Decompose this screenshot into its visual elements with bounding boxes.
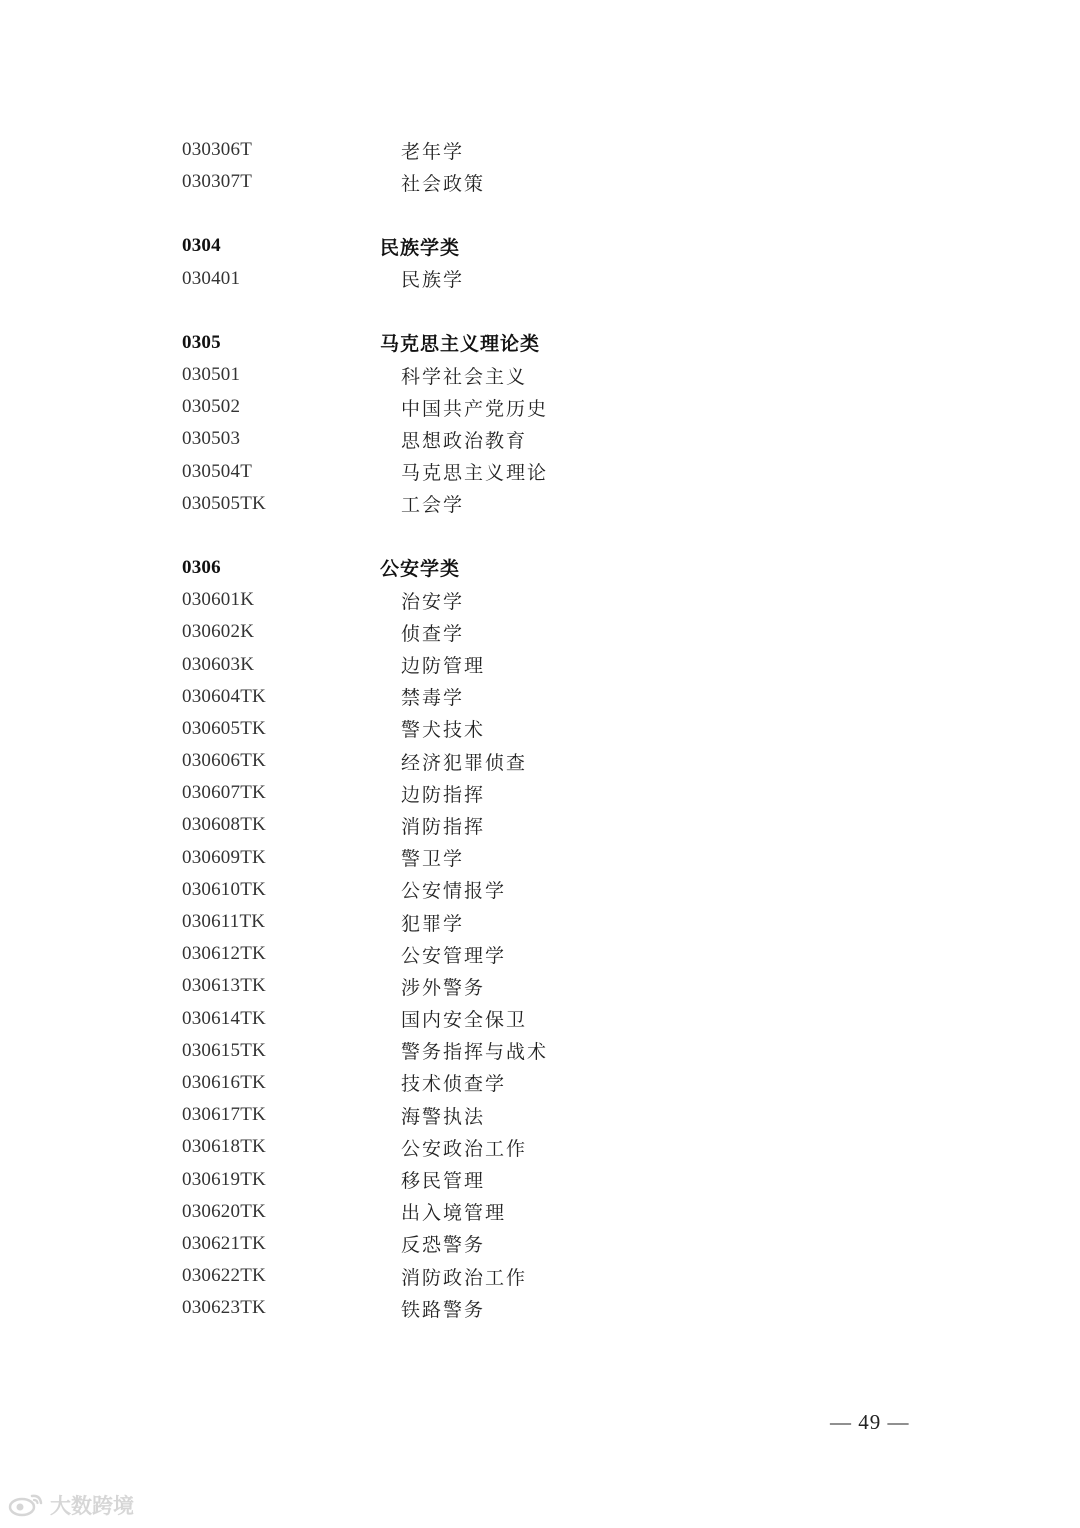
major-row bbox=[182, 134, 742, 166]
major-name: 工会学 bbox=[401, 494, 465, 517]
major-row bbox=[182, 1260, 742, 1292]
major-name: 马克思主义理论 bbox=[401, 462, 549, 485]
major-code: 030601K bbox=[182, 589, 255, 611]
watermark bbox=[8, 1490, 134, 1520]
major-name: 犯罪学 bbox=[401, 912, 465, 935]
category-heading-row bbox=[182, 230, 742, 262]
major-row bbox=[182, 906, 742, 938]
major-code: 030616TK bbox=[182, 1071, 266, 1093]
major-name: 公安管理学 bbox=[401, 944, 507, 967]
category-code: 0304 bbox=[182, 235, 221, 257]
major-row bbox=[182, 1099, 742, 1131]
major-code: 030620TK bbox=[182, 1200, 266, 1222]
major-row bbox=[182, 938, 742, 970]
major-code: 030618TK bbox=[182, 1136, 266, 1158]
major-name: 边防指挥 bbox=[401, 783, 486, 806]
major-row bbox=[182, 1067, 742, 1099]
major-row bbox=[182, 584, 742, 616]
major-code: 030505TK bbox=[182, 492, 266, 514]
major-code: 030612TK bbox=[182, 943, 266, 965]
major-code: 030503 bbox=[182, 428, 241, 450]
category-group bbox=[182, 134, 742, 198]
category-group bbox=[182, 230, 742, 294]
major-name: 禁毒学 bbox=[401, 687, 465, 710]
major-name: 警卫学 bbox=[401, 848, 465, 871]
category-heading-row bbox=[182, 327, 742, 359]
major-name: 国内安全保卫 bbox=[401, 1009, 528, 1032]
category-group bbox=[182, 327, 742, 520]
major-row bbox=[182, 1003, 742, 1035]
major-code: 030608TK bbox=[182, 814, 266, 836]
major-code: 030604TK bbox=[182, 685, 266, 707]
major-row bbox=[182, 423, 742, 455]
major-name: 公安政治工作 bbox=[401, 1137, 528, 1160]
major-code: 030605TK bbox=[182, 717, 266, 739]
major-code: 030613TK bbox=[182, 975, 266, 997]
major-name: 侦查学 bbox=[401, 622, 465, 645]
page-number: — 49 — bbox=[830, 1410, 910, 1434]
major-code: 030614TK bbox=[182, 1007, 266, 1029]
major-row bbox=[182, 874, 742, 906]
major-row bbox=[182, 713, 742, 745]
major-row bbox=[182, 777, 742, 809]
major-code: 030306T bbox=[182, 139, 253, 161]
category-name: 公安学类 bbox=[380, 558, 461, 581]
major-row bbox=[182, 263, 742, 295]
major-code: 030617TK bbox=[182, 1104, 266, 1126]
major-code: 030611TK bbox=[182, 911, 266, 933]
major-name: 反恐警务 bbox=[401, 1234, 486, 1257]
major-code: 030504T bbox=[182, 460, 253, 482]
major-code: 030615TK bbox=[182, 1039, 266, 1061]
major-name: 海警执法 bbox=[401, 1105, 486, 1128]
major-name: 铁路警务 bbox=[401, 1298, 486, 1321]
major-row bbox=[182, 809, 742, 841]
major-code: 030609TK bbox=[182, 846, 266, 868]
major-name: 出入境管理 bbox=[401, 1202, 507, 1225]
major-code: 030501 bbox=[182, 364, 241, 386]
category-group bbox=[182, 552, 742, 1325]
major-code: 030602K bbox=[182, 621, 255, 643]
major-name: 中国共产党历史 bbox=[401, 397, 549, 420]
major-name: 边防管理 bbox=[401, 655, 486, 678]
major-row bbox=[182, 1163, 742, 1195]
major-row bbox=[182, 970, 742, 1002]
major-row bbox=[182, 1035, 742, 1067]
major-row bbox=[182, 1196, 742, 1228]
major-name: 民族学 bbox=[401, 269, 465, 292]
category-name: 马克思主义理论类 bbox=[380, 333, 541, 356]
major-row bbox=[182, 1131, 742, 1163]
major-code: 030401 bbox=[182, 267, 241, 289]
major-row bbox=[182, 842, 742, 874]
category-code: 0306 bbox=[182, 556, 221, 578]
major-name: 经济犯罪侦查 bbox=[401, 751, 528, 774]
major-name: 消防政治工作 bbox=[401, 1266, 528, 1289]
category-code: 0305 bbox=[182, 331, 221, 353]
major-row bbox=[182, 1228, 742, 1260]
major-name: 技术侦查学 bbox=[401, 1073, 507, 1096]
major-code: 030307T bbox=[182, 171, 253, 193]
major-name: 警务指挥与战术 bbox=[401, 1041, 549, 1064]
major-row bbox=[182, 616, 742, 648]
major-row bbox=[182, 1292, 742, 1324]
major-name: 涉外警务 bbox=[401, 976, 486, 999]
major-code: 030610TK bbox=[182, 878, 266, 900]
major-row bbox=[182, 648, 742, 680]
major-name: 老年学 bbox=[401, 140, 465, 163]
watermark-text: 大数跨境 bbox=[50, 1494, 134, 1518]
major-code: 030623TK bbox=[182, 1297, 266, 1319]
major-row bbox=[182, 456, 742, 488]
major-row bbox=[182, 488, 742, 520]
major-name: 移民管理 bbox=[401, 1170, 486, 1193]
major-code: 030607TK bbox=[182, 782, 266, 804]
major-code: 030619TK bbox=[182, 1168, 266, 1190]
major-name: 公安情报学 bbox=[401, 880, 507, 903]
major-code: 030502 bbox=[182, 396, 241, 418]
major-row bbox=[182, 681, 742, 713]
major-row bbox=[182, 359, 742, 391]
major-code: 030621TK bbox=[182, 1232, 266, 1254]
major-row bbox=[182, 166, 742, 198]
category-name: 民族学类 bbox=[380, 236, 461, 259]
major-name: 社会政策 bbox=[401, 172, 486, 195]
major-catalog-list bbox=[182, 134, 742, 1324]
major-row bbox=[182, 391, 742, 423]
weibo-logo-icon bbox=[8, 1492, 46, 1518]
major-name: 消防指挥 bbox=[401, 815, 486, 838]
major-row bbox=[182, 745, 742, 777]
major-name: 科学社会主义 bbox=[401, 365, 528, 388]
major-code: 030603K bbox=[182, 653, 255, 675]
major-code: 030606TK bbox=[182, 750, 266, 772]
major-name: 治安学 bbox=[401, 590, 465, 613]
major-name: 思想政治教育 bbox=[401, 429, 528, 452]
major-name: 警犬技术 bbox=[401, 719, 486, 742]
major-code: 030622TK bbox=[182, 1265, 266, 1287]
category-heading-row bbox=[182, 552, 742, 584]
